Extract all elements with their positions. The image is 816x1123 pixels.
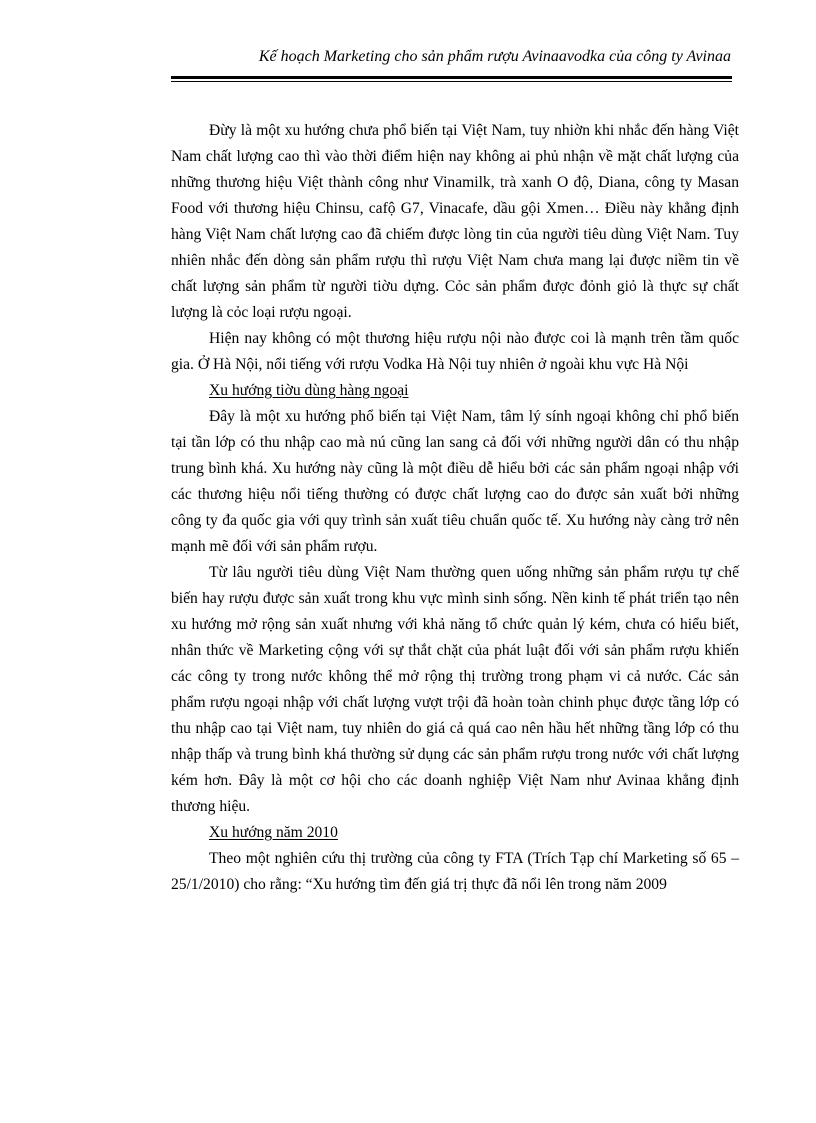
section-heading-text: Xu hướng tiờu dùng hàng ngoại: [209, 382, 409, 399]
running-header: Kế hoạch Marketing cho sản phẩm rượu Avinaavodka của công ty Avinaa: [258, 48, 731, 65]
paragraph: Theo một nghiên cứu thị trường của công ty FTA (Trích Tạp chí Marketing số 65 – 25/1/2010) cho rằng: “Xu hướng tìm đến giá trị thực đã nổi lên trong năm 2009: [171, 850, 739, 893]
header-rule-thick: [171, 76, 732, 79]
section-heading: [171, 378, 739, 404]
section-heading: [171, 820, 739, 846]
paragraph: Đây là một xu hướng phổ biến tại Việt Nam, tâm lý sính ngoại không chỉ phổ biến tại tần lớp có thu nhập cao mà nú cũng lan sang cả đối với những người dân có thu nhập trung bình khá. Xu hướng này cũng là một điều dễ hiểu bởi các sản phẩm ngoại nhập với các thương hiệu nổi tiếng thường có được chất lượng cao do được sản xuất bởi những công ty đa quốc gia với quy trình sản xuất tiêu chuẩn quốc tế. Xu hướng này càng trở nên mạnh mẽ đối với sản phẩm rượu.: [171, 408, 739, 555]
paragraph: Hiện nay không có một thương hiệu rượu nội nào được coi là mạnh trên tầm quốc gia. Ở Hà Nội, nổi tiếng với rượu Vodka Hà Nội tuy nhiên ở ngoài khu vực Hà Nội: [171, 330, 739, 373]
paragraph: Đừy là một xu hướng chưa phổ biến tại Việt Nam, tuy nhiờn khi nhắc đến hàng Việt Nam chất lượng cao thì vào thời điểm hiện nay không ai phủ nhận về mặt chất lượng của những thương hiệu Việt thành công như Vinamilk, trà xanh O độ, Diana, công ty Masan Food với thương hiệu Chinsu, cafộ G7, Vinacafe, dầu gội Xmen… Điều này khẳng định hàng Việt Nam chất lượng cao đã chiếm được lòng tin của người tiêu dùng Việt Nam. Tuy nhiên nhắc đến dòng sản phẩm rượu thì rượu Việt Nam chưa mang lại được niềm tin về chất lượng sản phẩm từ người tiờu dựng. Cỏc sản phẩm được đỏnh giỏ là thực sự chất lượng là cỏc loại rượu ngoại.: [171, 122, 739, 321]
section-heading-text: Xu hướng năm 2010: [209, 824, 338, 841]
paragraph: Từ lâu người tiêu dùng Việt Nam thường quen uống những sản phẩm rượu tự chế biến hay rượu được sản xuất trong khu vực mình sinh sống. Nền kinh tế phát triển tạo nên xu hướng mở rộng sản xuất nhưng với khả năng tổ chức quản lý kém, chưa có hiểu biết, nhân thức về Marketing cộng với sự thắt chặt của phát luật đối với sản phẩm rượu khiến các công ty trong nước không thể mở rộng thị trường trong phạm vi cả nước. Các sản phẩm rượu ngoại nhập với chất lượng vượt trội đã hoàn toàn chinh phục được tầng lớp có thu nhập cao tại Việt nam, tuy nhiên do giá cả quá cao nên hầu hết những tầng lớp có thu nhập thấp và trung bình khá thường sử dụng các sản phẩm rượu trong nước với chất lượng kém hơn. Đây là một cơ hội cho các doanh nghiệp Việt Nam như Avinaa khẳng định thương hiệu.: [171, 564, 739, 815]
document-body: [171, 118, 739, 898]
header-rule-thin: [171, 81, 732, 82]
